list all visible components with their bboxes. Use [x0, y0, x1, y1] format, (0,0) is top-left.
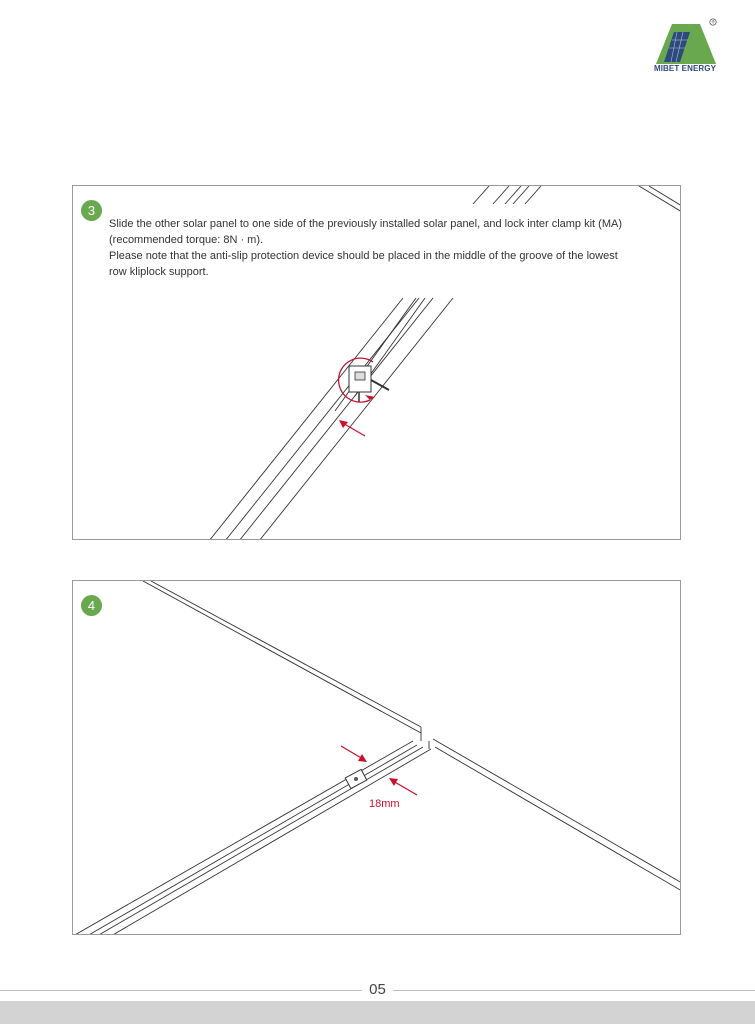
step-3-rails: [209, 298, 453, 540]
step-3-line-1: Slide the other solar panel to one side of the previously installed solar panel, and lock inter clamp kit (MA): [109, 218, 622, 230]
registered-mark: ®: [711, 19, 715, 25]
page-number: 05: [369, 981, 386, 998]
anti-slip-device-icon: [345, 769, 367, 788]
step-4-left-panel-edge: [73, 581, 431, 935]
right-measure-arrow-icon: [393, 781, 417, 795]
footer-divider-right: [393, 990, 755, 991]
brand-name: MIBET ENERGY: [653, 64, 717, 73]
step-4-right-panel-edge: [429, 739, 681, 891]
rotation-arrowhead-icon: [365, 395, 375, 400]
left-measure-arrow-icon: [341, 746, 363, 759]
footer-band: [0, 1001, 755, 1024]
slide-arrowhead-icon: [339, 420, 348, 428]
step-3-top-rails: [473, 186, 681, 212]
step-3-instructions: [109, 216, 669, 280]
right-measure-arrowhead-icon: [389, 778, 398, 786]
step-4-illustration: [73, 581, 681, 935]
footer-divider-left: [0, 990, 362, 991]
step-3-number: 3: [81, 200, 102, 221]
step-3-line-4: row kliplock support.: [109, 266, 209, 278]
measurement-label: 18mm: [369, 798, 400, 810]
step-3-line-2: (recommended torque: 8N · m).: [109, 234, 264, 246]
step-3-panel: [72, 185, 681, 540]
left-measure-arrowhead-icon: [358, 754, 367, 762]
step-3-line-3: Please note that the anti-slip protection device should be placed in the middle of the groove of the lowest: [109, 250, 618, 262]
step-4-panel: [72, 580, 681, 935]
step-4-number: 4: [81, 595, 102, 616]
